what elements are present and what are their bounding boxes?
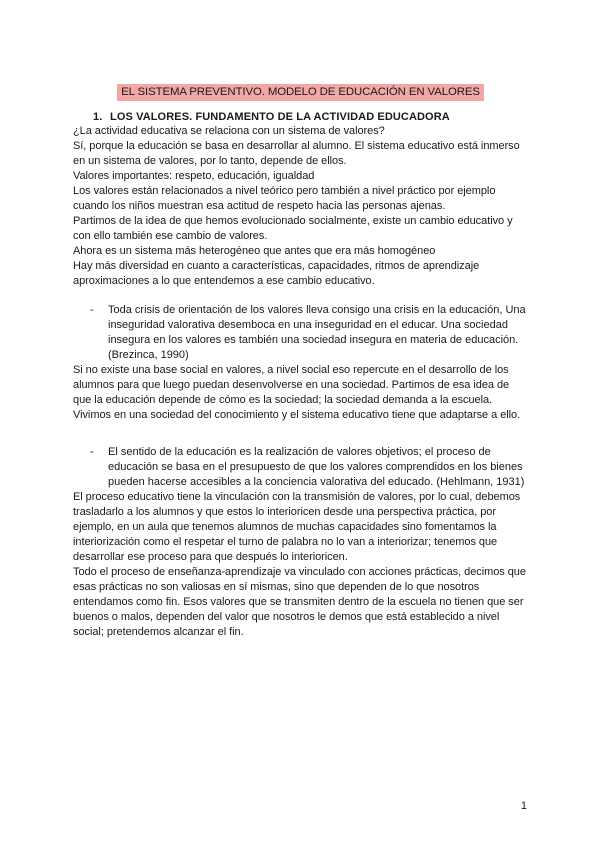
quote-bullet xyxy=(73,303,528,363)
paragraph: Hay más diversidad en cuanto a características, capacidades, ritmos de aprendizaje aproximaciones a lo que entendemos a ese cambio educativo. xyxy=(73,260,480,287)
paragraph: Partimos de la idea de que hemos evolucionado socialmente, existe un cambio educativo y con ello también ese cambio de valores. xyxy=(73,215,513,242)
bullet-text: Toda crisis de orientación de los valores lleva consigo una crisis en la educación, Una inseguridad valorativa desemboca en una inseguridad en el educar. Una sociedad insegura en los valores es también una sociedad insegura en materia de educación. (Brezinca, 1990) xyxy=(108,304,526,361)
paragraph: Sí, porque la educación se basa en desarrollar al alumno. El sistema educativo está inmerso en un sistema de valores, por lo tanto, depende de ellos. xyxy=(73,140,520,167)
bullet-marker: - xyxy=(90,446,94,458)
title-wrapper xyxy=(73,82,528,101)
paragraph: Los valores están relacionados a nivel teórico pero también a nivel práctico por ejemplo cuando los niños muestran esa actitud de respeto hacia las personas ajenas. xyxy=(73,185,496,212)
paragraph: ¿La actividad educativa se relaciona con un sistema de valores? xyxy=(73,125,385,137)
section-heading xyxy=(93,110,528,124)
page-number: 1 xyxy=(520,800,527,812)
document-page xyxy=(73,82,528,640)
quote-bullet xyxy=(73,445,528,490)
section-number: 1. xyxy=(93,111,103,123)
section-title: LOS VALORES. FUNDAMENTO DE LA ACTIVIDAD EDUCADORA xyxy=(110,111,450,123)
bullet-text: El sentido de la educación es la realización de valores objetivos; el proceso de educación se basa en el presupuesto de que los valores comprendidos en los bienes pueden hacerse accesibles a la conciencia valorativa del educado. (Hehlmann, 1931) xyxy=(108,446,525,488)
paragraph: Valores importantes: respeto, educación, igualdad xyxy=(73,170,315,182)
paragraph: Todo el proceso de enseñanza-aprendizaje va vinculado con acciones prácticas, decimos que esas prácticas no son valiosas en sí mismas, sino que dependen de lo que nosotros entendamos como fin. Esos valores que se transmiten dentro de la escuela no tienen que ser buenos o malos, dependen del valor que nosotros le demos que está establecido a nivel social; pretendemos alcanzar el fin. xyxy=(73,566,526,638)
paragraph: Ahora es un sistema más heterogéneo que antes que era más homogéneo xyxy=(73,245,436,257)
paragraph: Si no existe una base social en valores, a nivel social eso repercute en el desarrollo de los alumnos para que luego puedan desenvolverse en una sociedad. Partimos de esa idea de que la educación depende de cómo es la sociedad; la sociedad demanda a la escuela. Vivimos en una sociedad del conocimiento y el sistema educativo tiene que adaptarse a ello. xyxy=(73,364,521,421)
paragraph: El proceso educativo tiene la vinculación con la transmisión de valores, por lo cual, debemos trasladarlo a los alumnos y que estos lo interioricen desde una perspectiva práctica, por ejemplo, en un aula que tenemos alumnos de muchas capacidades sino fomentamos la interiorización como el respetar el turno de palabra no lo van a interiorizar; tenemos que desarrollar ese proceso para que después lo interioricen. xyxy=(73,491,521,563)
bullet-marker: - xyxy=(90,304,94,316)
document-title: EL SISTEMA PREVENTIVO. MODELO DE EDUCACIÓN EN VALORES xyxy=(117,84,484,101)
